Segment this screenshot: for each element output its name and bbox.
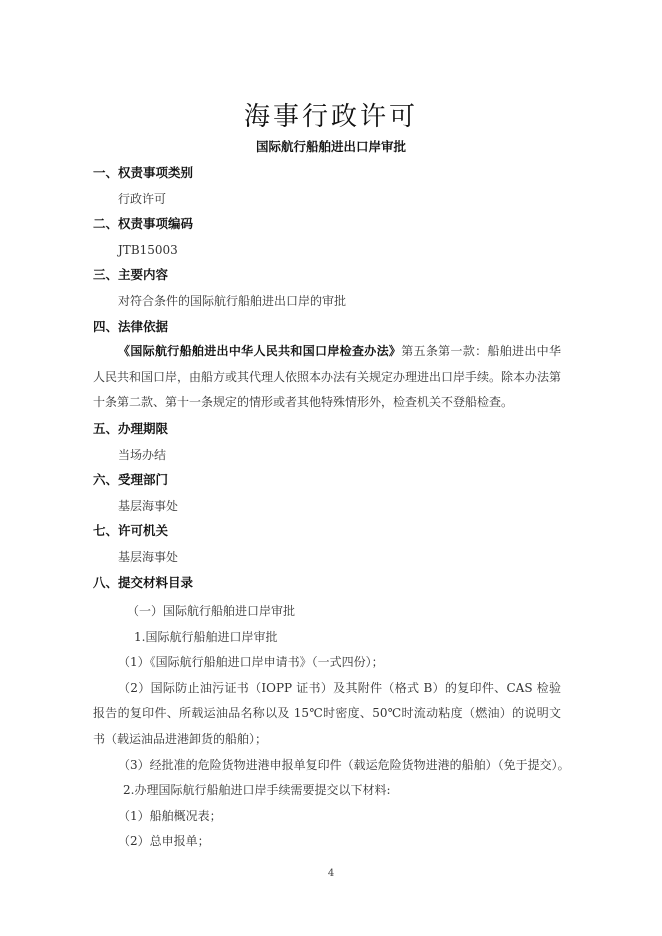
document-subtitle: 国际航行船舶进出口岸审批 [255, 139, 406, 154]
law-text: 第五条第一款：船舶进出中华人民共和国口岸，由船方或其代理人依照本办法有关规定办理进出口岸手续。除本办法第十条第二款、第十一条规定的情形或者其他特殊情形外，检查机关不登船检查。 [93, 344, 562, 410]
law-name: 《国际航行船舶进出中华人民共和国口岸检查办法》 [118, 344, 402, 359]
document-title: 海事行政许可 [243, 102, 418, 132]
section-heading-materials: 八、提交材料目录 [93, 574, 194, 590]
materials-item: （3）经批准的危险货物进港申报单复印件（载运危险货物进港的船舶）（免于提交）。 [118, 757, 570, 772]
section-value-code: JTB15003 [118, 242, 178, 257]
section-heading-main-content: 三、主要内容 [93, 267, 169, 283]
section-value-time-limit: 当场办结 [118, 447, 167, 462]
section-heading-category: 一、权责事项类别 [93, 165, 194, 180]
section-heading-code: 二、权责事项编码 [93, 216, 194, 232]
section-heading-accepting-dept: 六、受理部门 [93, 472, 169, 488]
materials-item: 2.办理国际航行船舶进口岸手续需要提交以下材料: [123, 783, 391, 798]
section-value-category: 行政许可 [118, 191, 167, 206]
materials-item: （1）《国际航行船舶进口岸申请书》（一式四份）； [118, 655, 384, 670]
section-heading-legal-basis: 四、法律依据 [93, 318, 169, 334]
section-value-main-content: 对符合条件的国际航行船舶进出口岸的审批 [118, 293, 347, 308]
materials-item: （1）船舶概况表； [118, 808, 222, 823]
materials-item: （2）总申报单； [118, 834, 210, 849]
document-body [93, 164, 570, 855]
section-heading-licensing-authority: 七、许可机关 [93, 523, 169, 539]
section-heading-time-limit: 五、办理期限 [93, 420, 169, 436]
materials-item: （2）国际防止油污证书（IOPP 证书）及其附件（格式 B）的复印件、CAS 检验报告的复印件、所载运油品名称以及 15℃时密度、50℃时流动粘度（燃油）的说明文书（载运油品进港卸货的船舶）； [93, 680, 561, 747]
materials-subsection: （一）国际航行船舶进口岸审批 [127, 604, 296, 619]
section-value-accepting-dept: 基层海事处 [118, 498, 179, 513]
legal-basis-paragraph [93, 339, 561, 416]
page-number: 4 [327, 868, 335, 879]
section-value-licensing-authority: 基层海事处 [118, 549, 179, 564]
materials-item: 1.国际航行船舶进口岸审批 [134, 629, 278, 644]
